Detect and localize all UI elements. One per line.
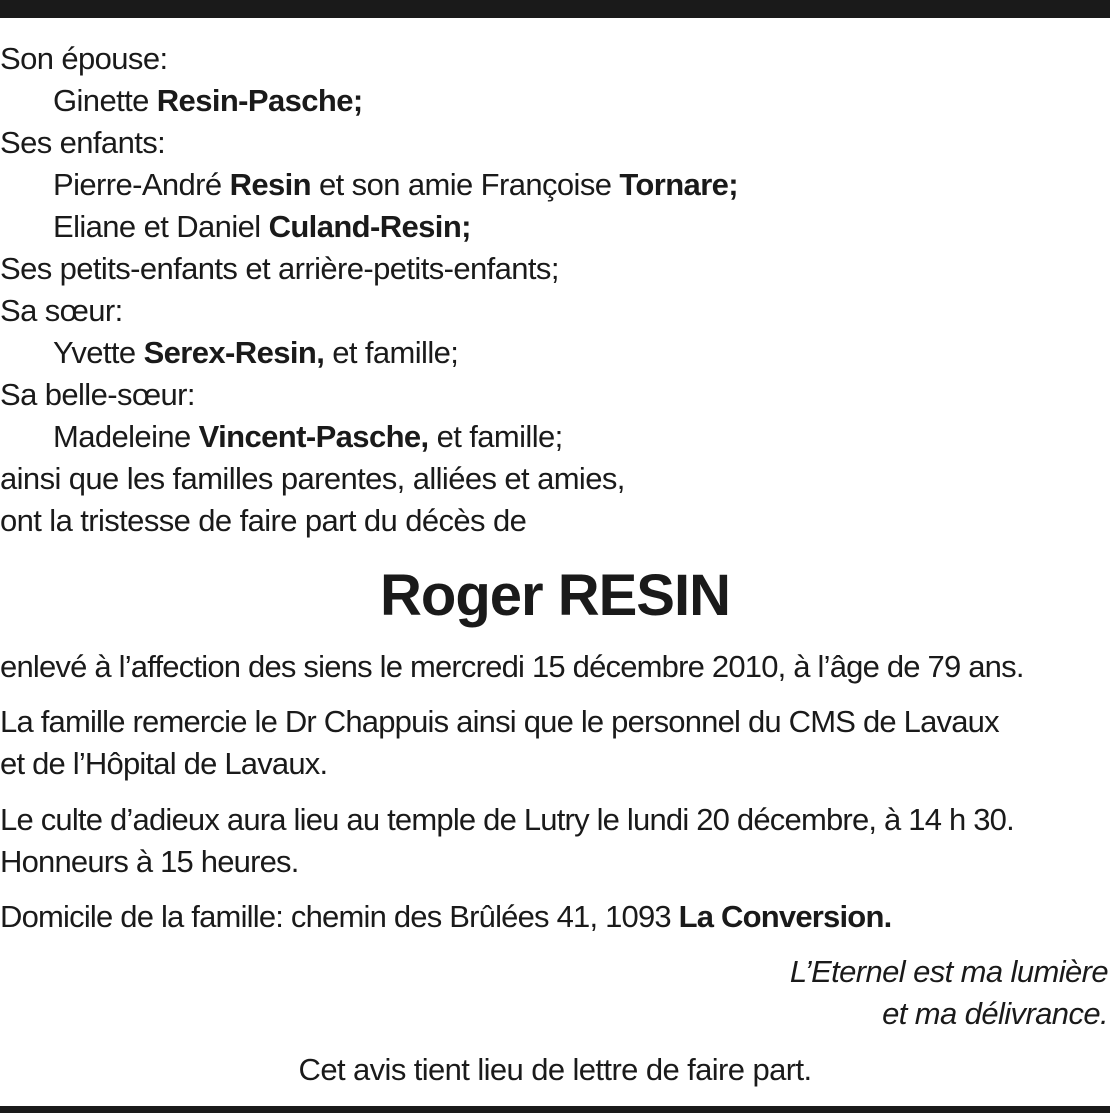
family-text: Pierre-André	[53, 167, 230, 202]
announcement-text: enlevé à l’affection des siens le mercredi 15 décembre 2010, à l’âge de 79 ans.	[0, 649, 1024, 684]
family-surname: Culand-Resin;	[268, 209, 471, 244]
family-text: Eliane et Daniel	[53, 209, 269, 244]
family-surname: Vincent-Pasche,	[198, 419, 429, 454]
family-line	[0, 38, 1110, 80]
verse-line-1: L’Eternel est ma lumière	[789, 954, 1108, 989]
domicile-address: Domicile de la famille: chemin des Brûlées 41, 1093	[0, 899, 679, 934]
family-text: Ses enfants:	[0, 125, 166, 160]
family-text: ainsi que les familles parentes, alliées et amies,	[0, 461, 625, 496]
domicile-line	[0, 896, 1110, 938]
service-line-2: Honneurs à 15 heures.	[0, 844, 299, 879]
family-text: Yvette	[53, 335, 144, 370]
family-text: Sa sœur:	[0, 293, 123, 328]
family-line	[0, 206, 1110, 248]
family-text: Ginette	[53, 83, 157, 118]
service-line-1: Le culte d’adieux aura lieu au temple de Lutry le lundi 20 décembre, à 14 h 30.	[0, 802, 1014, 837]
family-surname: Serex-Resin,	[143, 335, 325, 370]
thanks-line-2: et de l’Hôpital de Lavaux.	[0, 746, 328, 781]
family-text: ont la tristesse de faire part du décès de	[0, 503, 527, 538]
family-text: et famille;	[324, 335, 459, 370]
family-line	[0, 122, 1110, 164]
family-line	[0, 458, 1110, 500]
family-text: Sa belle-sœur:	[0, 377, 195, 412]
family-line	[0, 500, 1110, 542]
top-rule	[0, 0, 1110, 18]
domicile-place: La Conversion.	[678, 899, 892, 934]
thanks-paragraph	[0, 701, 1110, 785]
family-line	[0, 80, 1110, 122]
family-line	[0, 248, 1110, 290]
family-line	[0, 332, 1110, 374]
family-text: Son épouse:	[0, 41, 168, 76]
service-paragraph	[0, 799, 1110, 883]
bottom-rule	[0, 1106, 1110, 1113]
family-line	[0, 416, 1110, 458]
family-surname: Resin-Pasche;	[156, 83, 363, 118]
thanks-line-1: La famille remercie le Dr Chappuis ainsi que le personnel du CMS de Lavaux	[0, 704, 999, 739]
verse-line-2: et ma délivrance.	[882, 996, 1108, 1031]
family-text: Madeleine	[53, 419, 199, 454]
family-text: Ses petits-enfants et arrière-petits-enfants;	[0, 251, 559, 286]
family-text: et son amie Françoise	[310, 167, 620, 202]
family-text: et famille;	[428, 419, 563, 454]
family-list	[0, 38, 1110, 542]
family-line	[0, 374, 1110, 416]
family-surname: Resin	[229, 167, 311, 202]
family-surname: Tornare;	[619, 167, 739, 202]
family-line	[0, 164, 1110, 206]
bible-verse	[790, 951, 1108, 1035]
deceased-name: Roger RESIN	[380, 563, 730, 628]
closing-note: Cet avis tient lieu de lettre de faire part.	[298, 1052, 812, 1087]
family-line	[0, 290, 1110, 332]
